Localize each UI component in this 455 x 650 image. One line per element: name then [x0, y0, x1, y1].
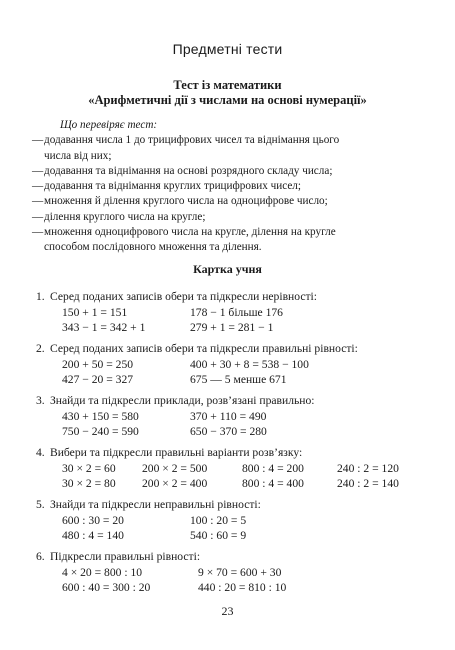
objective-text: додавання числа 1 до трицифрових чисел та віднімання цього: [44, 134, 340, 147]
task-question: [36, 341, 410, 357]
list-dash: —: [32, 226, 44, 239]
expression: 200 × 2 = 400: [142, 477, 208, 490]
list-dash: —: [32, 134, 44, 147]
task-number: 1.: [36, 290, 45, 303]
objective-line: [32, 133, 432, 148]
expression: 600 : 30 = 20: [62, 513, 124, 527]
list-dash: —: [32, 210, 44, 223]
expression: 800 : 4 = 200: [242, 461, 304, 475]
expression: 150 + 1 = 151: [62, 305, 128, 319]
objective-line: [32, 194, 432, 209]
expression: 600 : 40 = 300 : 20: [62, 581, 151, 594]
task-number: 2.: [36, 342, 45, 355]
expression: 430 + 150 = 580: [62, 409, 139, 423]
expression: 343 − 1 = 342 + 1: [62, 321, 146, 334]
expression: 200 × 2 = 500: [142, 461, 208, 475]
objective-line: [32, 225, 432, 240]
test-objectives: [32, 118, 432, 256]
task-4: [36, 445, 410, 492]
objective-line: [32, 149, 432, 164]
objective-text: додавання та віднімання круглих трицифрових чисел;: [44, 180, 301, 193]
task-question-text: Вибери та підкресли правильні варіанти розв’язку:: [50, 446, 303, 459]
task-question: [36, 393, 410, 409]
expression: 178 − 1 більше 176: [190, 305, 283, 319]
objective-text: ділення круглого числа на кругле;: [44, 210, 206, 223]
expression: 480 : 4 = 140: [62, 529, 124, 542]
expression: 427 − 20 = 327: [62, 373, 134, 386]
task-number: 4.: [36, 446, 45, 459]
expression: 540 : 60 = 9: [190, 529, 247, 542]
task-question: [36, 289, 410, 305]
list-dash: —: [32, 180, 44, 193]
expression: 30 × 2 = 60: [62, 461, 116, 475]
test-title: Тест із математики: [173, 78, 282, 92]
expression: 4 × 20 = 800 : 10: [62, 565, 143, 579]
expression: 240 : 2 = 140: [337, 477, 399, 490]
task-question-text: Підкресли правильні рівності:: [50, 550, 201, 563]
expression: 800 : 4 = 400: [242, 477, 304, 490]
expression: 440 : 20 = 810 : 10: [198, 581, 287, 594]
test-subtitle: «Арифметичні дії з числами на основі нумерації»: [88, 93, 367, 107]
task-6: [36, 549, 410, 596]
objective-text: способом послідовного множення та ділення.: [44, 241, 262, 254]
task-question: [36, 549, 410, 565]
objective-text: множення й ділення круглого числа на одноцифрове число;: [44, 195, 328, 208]
objective-text: числа від них;: [44, 149, 112, 162]
expression: 240 : 2 = 120: [337, 461, 399, 475]
expression: 650 − 370 = 280: [190, 425, 267, 438]
task-question: [36, 445, 410, 461]
student-card-title: Картка учня: [193, 262, 262, 276]
objective-line: [32, 179, 432, 194]
expression: 30 × 2 = 80: [62, 477, 116, 490]
page-header: Предметні тести: [172, 41, 283, 57]
expression: 9 × 70 = 600 + 30: [198, 565, 282, 579]
task-question-text: Знайди та підкресли неправильні рівності:: [50, 498, 261, 511]
task-question-text: Знайди та підкресли приклади, розв’язані правильно:: [50, 394, 315, 407]
objectives-heading: Що перевіряє тест:: [60, 119, 158, 131]
task-3: [36, 393, 410, 440]
list-dash: —: [32, 164, 44, 177]
expression: 750 − 240 = 590: [62, 425, 139, 438]
task-question-text: Серед поданих записів обери та підкресли правильні рівності:: [50, 342, 358, 355]
expression: 279 + 1 = 281 − 1: [190, 321, 274, 334]
expression: 100 : 20 = 5: [190, 513, 247, 527]
expression: 675 — 5 менше 671: [190, 373, 287, 386]
task-question: [36, 497, 410, 513]
expression: 400 + 30 + 8 = 538 − 100: [190, 357, 309, 371]
expression: 370 + 110 = 490: [190, 409, 267, 423]
objective-line: [32, 240, 432, 255]
task-5: [36, 497, 410, 544]
objective-text: додавання та віднімання на основі розрядного складу числа;: [44, 164, 333, 177]
list-dash: —: [32, 195, 44, 208]
objective-line: [32, 164, 432, 179]
objective-text: множення одноцифрового числа на кругле, ділення на кругле: [44, 226, 336, 239]
expression: 200 + 50 = 250: [62, 357, 134, 371]
task-number: 3.: [36, 394, 45, 407]
task-number: 6.: [36, 550, 45, 563]
objective-line: [32, 210, 432, 225]
task-1: [36, 289, 410, 336]
task-number: 5.: [36, 498, 45, 511]
task-2: [36, 341, 410, 388]
task-question-text: Серед поданих записів обери та підкресли нерівності:: [50, 290, 317, 303]
page-number: 23: [221, 604, 234, 618]
